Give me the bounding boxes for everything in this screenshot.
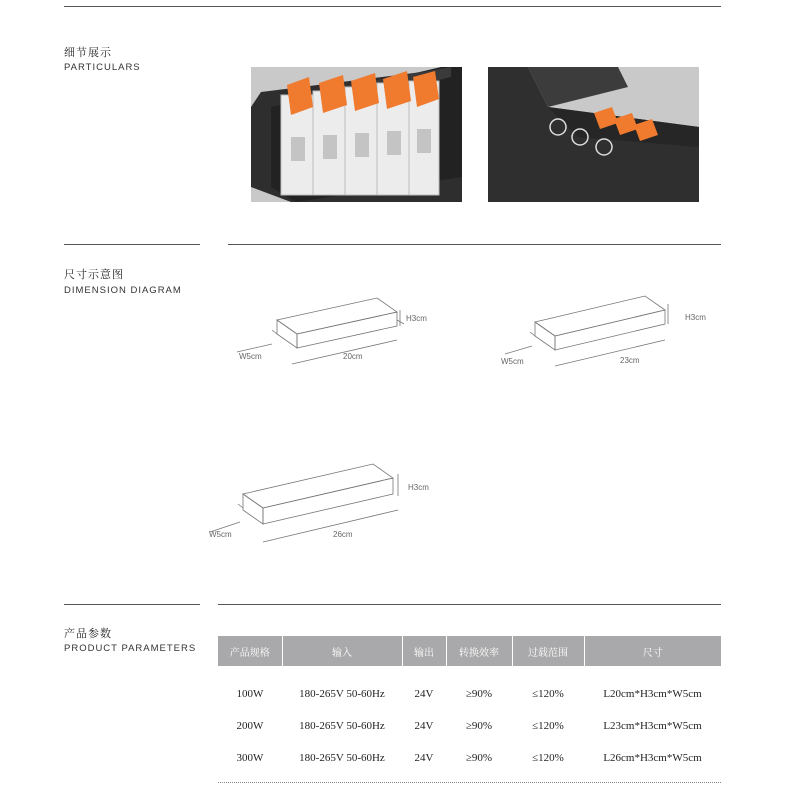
cell-output: 24V bbox=[414, 688, 434, 700]
dim1-width-label: W5cm bbox=[239, 352, 262, 361]
dim3-length-label: 26cm bbox=[333, 530, 353, 539]
dim3-width-label: W5cm bbox=[209, 530, 232, 539]
params-title-cn: 产品参数 bbox=[64, 628, 112, 640]
cell-spec: 200W bbox=[236, 720, 264, 732]
cell-overload: ≤120% bbox=[532, 688, 564, 700]
cell-overload: ≤120% bbox=[532, 720, 564, 732]
particulars-title-en: PARTICULARS bbox=[64, 62, 141, 73]
dim2-width-label: W5cm bbox=[501, 357, 524, 366]
dimension-title-cn: 尺寸示意图 bbox=[64, 269, 124, 281]
header-input: 输入 bbox=[282, 636, 402, 666]
cell-size: L23cm*H3cm*W5cm bbox=[603, 720, 702, 732]
terminal-closeup-photo bbox=[251, 67, 462, 202]
header-spec: 产品规格 bbox=[218, 636, 282, 666]
params-divider-left bbox=[64, 604, 200, 605]
cell-output: 24V bbox=[414, 720, 434, 732]
header-overload: 过载范围 bbox=[512, 636, 584, 666]
cell-size: L26cm*H3cm*W5cm bbox=[603, 752, 702, 764]
table-bottom-divider bbox=[218, 782, 721, 783]
cell-input: 180-265V 50-60Hz bbox=[299, 752, 385, 764]
header-efficiency: 转换效率 bbox=[446, 636, 512, 666]
product-parameters-table bbox=[218, 636, 721, 774]
header-output: 输出 bbox=[402, 636, 446, 666]
dim2-height-label: H3cm bbox=[685, 313, 706, 322]
params-title-en: PRODUCT PARAMETERS bbox=[64, 643, 197, 654]
cell-size: L20cm*H3cm*W5cm bbox=[603, 688, 702, 700]
cell-spec: 300W bbox=[236, 752, 264, 764]
dimension-title-en: DIMENSION DIAGRAM bbox=[64, 285, 182, 296]
header-size: 尺寸 bbox=[584, 636, 721, 666]
dimension-diagram-23cm bbox=[500, 290, 720, 370]
dim3-height-label: H3cm bbox=[408, 483, 429, 492]
particulars-title-cn: 细节展示 bbox=[64, 47, 112, 59]
dim1-length-label: 20cm bbox=[343, 352, 363, 361]
cell-efficiency: ≥90% bbox=[465, 752, 493, 764]
top-divider bbox=[64, 6, 721, 7]
cell-efficiency: ≥90% bbox=[465, 688, 493, 700]
cell-spec: 100W bbox=[236, 688, 264, 700]
cell-efficiency: ≥90% bbox=[465, 720, 493, 732]
dimension-diagram-20cm bbox=[232, 292, 452, 372]
cell-output: 24V bbox=[414, 752, 434, 764]
table-header-row bbox=[218, 636, 721, 666]
dim1-height-label: H3cm bbox=[406, 314, 427, 323]
table-row bbox=[218, 666, 721, 710]
cell-input: 180-265V 50-60Hz bbox=[299, 720, 385, 732]
dimension-divider-right bbox=[228, 244, 721, 245]
table-row bbox=[218, 710, 721, 742]
cell-overload: ≤120% bbox=[532, 752, 564, 764]
dimension-divider-left bbox=[64, 244, 200, 245]
dim2-length-label: 23cm bbox=[620, 356, 640, 365]
cell-input: 180-265V 50-60Hz bbox=[299, 688, 385, 700]
table-row bbox=[218, 742, 721, 774]
housing-closeup-photo bbox=[488, 67, 699, 202]
params-divider-right bbox=[218, 604, 721, 605]
dimension-diagram-26cm bbox=[208, 460, 448, 550]
